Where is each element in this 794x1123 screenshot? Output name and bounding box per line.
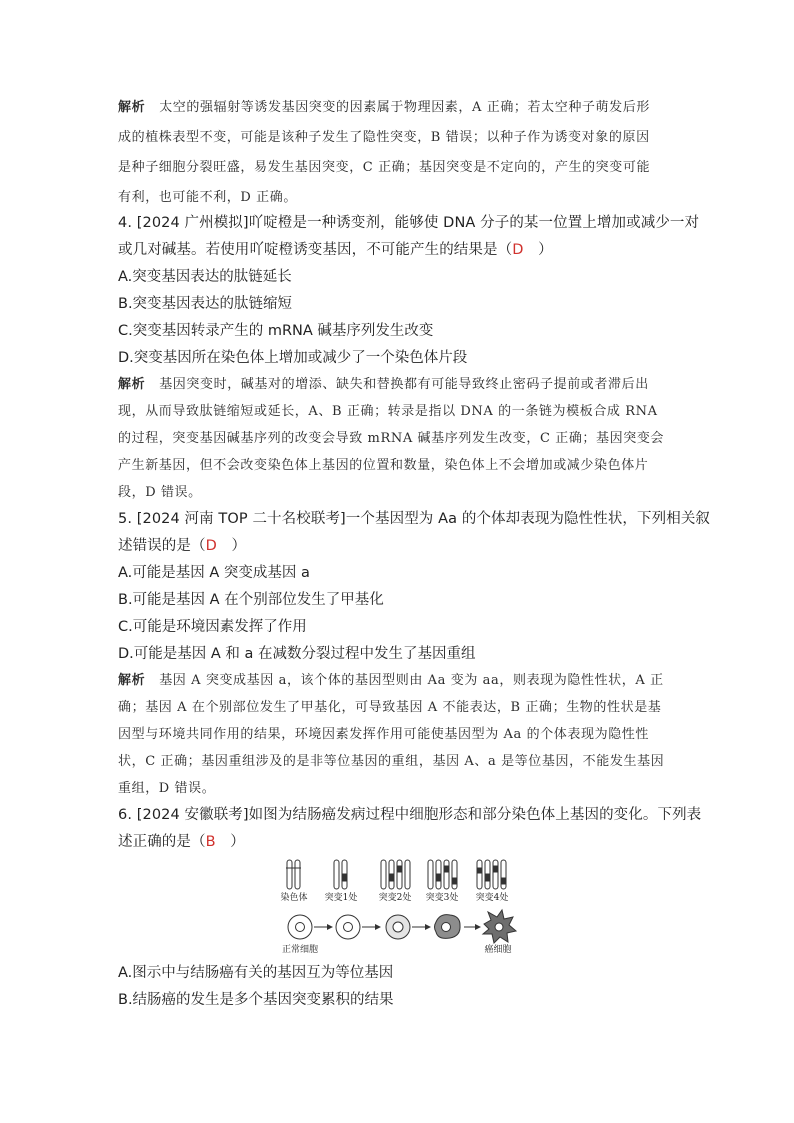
option-b: B.结肠癌的发生是多个基因突变累积的结果 bbox=[118, 992, 394, 1008]
explanation-line: 段，D 错误。 bbox=[118, 485, 202, 500]
explanation-line: 解析 基因 A 突变成基因 a，该个体的基因型则由 Aa 变为 aa，则表现为隐性性状，A 正 bbox=[118, 673, 664, 688]
explanation-tag: 解析 bbox=[118, 673, 146, 688]
cancer-cell bbox=[483, 910, 516, 943]
option-b: B.可能是基因 A 在个别部位发生了甲基化 bbox=[118, 592, 384, 608]
chromosome-pair-mutation-4 bbox=[477, 860, 506, 889]
explanation-tag: 解析 bbox=[118, 100, 146, 115]
chromosome-pair-mutation-3 bbox=[428, 860, 457, 889]
option-c: C.突变基因转录产生的 mRNA 碱基序列发生改变 bbox=[118, 323, 434, 339]
normal-cell-label: 正常细胞 bbox=[281, 945, 319, 955]
explanation-line: 有利，也可能不利，D 正确。 bbox=[118, 190, 297, 205]
explanation-line: 产生新基因，但不会改变染色体上基因的位置和数量，染色体上不会增加或减少染色体片 bbox=[118, 458, 649, 473]
colon-cancer-figure bbox=[270, 854, 530, 956]
explanation-line: 现，从而导致肽链缩短或延长，A、B 正确；转录是指以 DNA 的一条链为模板合成 RNA bbox=[118, 404, 658, 419]
cell-stage-2 bbox=[336, 915, 360, 939]
normal-cell bbox=[288, 915, 312, 939]
option-b: B.突变基因表达的肽链缩短 bbox=[118, 296, 293, 312]
answer-mark: B bbox=[205, 834, 216, 850]
option-a: A.可能是基因 A 突变成基因 a bbox=[118, 565, 310, 581]
explanation-line: 重组，D 错误。 bbox=[118, 781, 216, 796]
question-6-stem-cont: 述正确的是（B ） bbox=[118, 834, 245, 850]
stage-label: 突变1处 bbox=[324, 893, 358, 903]
option-d: D.突变基因所在染色体上增加或减少了一个染色体片段 bbox=[118, 350, 468, 366]
option-d: D.可能是基因 A 和 a 在减数分裂过程中发生了基因重组 bbox=[118, 646, 476, 662]
explanation-line: 状，C 正确；基因重组涉及的是非等位基因的重组，基因 A、a 是等位基因，不能发生基因 bbox=[118, 754, 665, 769]
explanation-line: 的过程，突变基因碱基序列的改变会导致 mRNA 碱基序列发生改变，C 正确；基因突变会 bbox=[118, 431, 665, 446]
stage-label: 突变2处 bbox=[378, 893, 412, 903]
cancer-cell-label: 癌细胞 bbox=[484, 945, 512, 955]
question-6-stem: 6. [2024 安徽联考]如图为结肠癌发病过程中细胞形态和部分染色体上基因的变化。下列表 bbox=[118, 807, 702, 823]
cell-stage-3 bbox=[386, 915, 410, 939]
chromosome-pair-mutation-1 bbox=[334, 860, 347, 889]
explanation-line: 解析 基因突变时，碱基对的增添、缺失和替换都有可能导致终止密码子提前或者滞后出 bbox=[118, 377, 649, 392]
question-5-stem-cont: 述错误的是（D ） bbox=[118, 538, 247, 554]
answer-mark: D bbox=[205, 538, 217, 554]
question-4-stem: 4. [2024 广州模拟]吖啶橙是一种诱变剂，能够使 DNA 分子的某一位置上增加或减少一对 bbox=[118, 215, 700, 231]
explanation-tag: 解析 bbox=[118, 377, 146, 392]
question-4-stem-cont: 或几对碱基。若使用吖啶橙诱变基因，不可能产生的结果是（D ） bbox=[118, 242, 553, 258]
stage-label: 突变4处 bbox=[475, 893, 509, 903]
explanation-line: 确；基因 A 在个别部位发生了甲基化，可导致基因 A 不能表达，B 正确；生物的性状是基 bbox=[118, 700, 662, 715]
option-c: C.可能是环境因素发挥了作用 bbox=[118, 619, 307, 635]
question-5-stem: 5. [2024 河南 TOP 二十名校联考]一个基因型为 Aa 的个体却表现为隐性性状，下列相关叙 bbox=[118, 511, 711, 527]
explanation-line: 成的植株表型不变，可能是该种子发生了隐性突变，B 错误；以种子作为诱变对象的原因 bbox=[118, 130, 650, 145]
chromosome-pair-normal bbox=[286, 860, 301, 889]
stage-label: 染色体 bbox=[280, 893, 308, 903]
option-a: A.图示中与结肠癌有关的基因互为等位基因 bbox=[118, 965, 394, 981]
explanation-line: 是种子细胞分裂旺盛，易发生基因突变，C 正确；基因突变是不定向的，产生的突变可能 bbox=[118, 160, 651, 175]
explanation-line: 解析 太空的强辐射等诱发基因突变的因素属于物理因素，A 正确；若太空种子萌发后形 bbox=[118, 100, 650, 115]
explanation-line: 因型与环境共同作用的结果，环境因素发挥作用可能使基因型为 Aa 的个体表现为隐性性 bbox=[118, 727, 650, 742]
stage-label: 突变3处 bbox=[425, 893, 459, 903]
option-a: A.突变基因表达的肽链延长 bbox=[118, 269, 292, 285]
chromosome-pair-mutation-2 bbox=[381, 860, 410, 889]
cell-stage-4 bbox=[435, 915, 461, 939]
answer-mark: D bbox=[512, 242, 524, 258]
